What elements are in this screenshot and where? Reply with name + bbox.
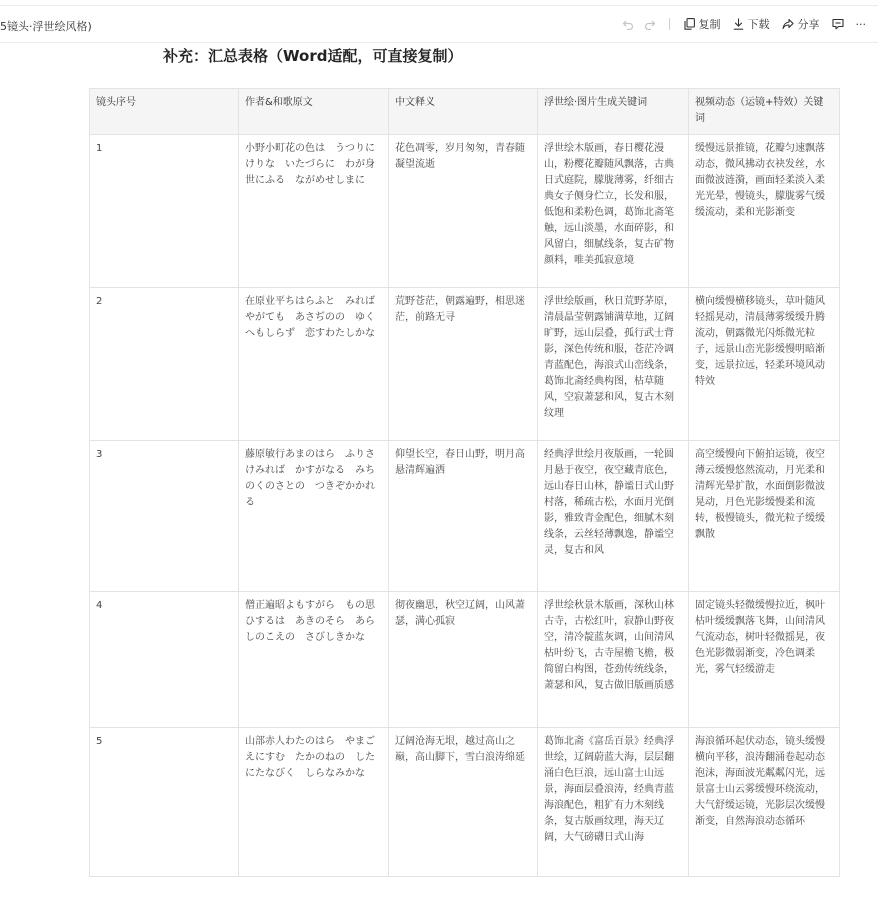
table-row: [90, 441, 840, 592]
share-button[interactable]: [782, 16, 820, 32]
comment-icon: [832, 18, 844, 30]
copy-label: 复制: [698, 18, 721, 31]
table-row: [90, 135, 840, 288]
undo-icon[interactable]: [617, 13, 639, 35]
cell-meaning: 彻夜幽思，秋空辽阔，山风萧瑟，满心孤寂: [389, 592, 538, 728]
section-heading: 补充：汇总表格（Word适配，可直接复制）: [163, 47, 463, 65]
document-title: 5镜头·浮世绘风格): [0, 20, 92, 33]
download-button[interactable]: [733, 16, 770, 32]
more-icon: ···: [855, 17, 866, 31]
cell-meaning: 辽阔沧海无垠，越过高山之巅，高山脚下，雪白浪涛绵延: [389, 728, 538, 877]
cell-image-keywords: 浮世绘秋景木版画，深秋山林古寺，古松红叶，寂静山野夜空，清冷靛蓝灰调，山间清风枯叶纷飞，古寺屋檐飞檐，极简留白构图，苍劲传统线条，萧瑟和风，复古做旧版画质感: [538, 592, 689, 728]
download-icon: [733, 18, 744, 30]
cell-shot-number: 3: [90, 441, 239, 592]
cell-meaning: 花色凋零，岁月匆匆，青春随凝望流逝: [389, 135, 538, 288]
cell-poem: 小野小町花の色は うつりにけりな いたづらに わが身世にふる ながめせしまに: [239, 135, 389, 288]
table-header-row: [90, 89, 840, 135]
cell-video-keywords: 海浪循环起伏动态，镜头缓慢横向平移，浪涛翻涌卷起动态泡沫，海面波光粼粼闪光，远景富士山云雾缓慢环绕流动，大气舒缓运镜，光影层次缓慢渐变，自然海浪动态循环: [689, 728, 840, 877]
redo-icon[interactable]: [639, 13, 661, 35]
comment-button[interactable]: [832, 18, 844, 30]
cell-poem: 山部赤人わたのはら やまごえにすむ たかのねの したにたなびく しらなみかな: [239, 728, 389, 877]
cell-poem: 在原业平ちはらふと みればやがても あさぢのの ゆくへもしらず 恋すわたしかな: [239, 288, 389, 441]
share-label: 分享: [797, 18, 820, 31]
cell-shot-number: 5: [90, 728, 239, 877]
more-button[interactable]: [856, 18, 867, 31]
cell-image-keywords: 葛饰北斋《富岳百景》经典浮世绘，辽阔蔚蓝大海，层层翻涌白色巨浪，远山富士山远景，海面层叠浪涛，经典青蓝海浪配色，粗犷有力木刻线条，复古版画纹理，海天辽阔，大气磅礴日式山海: [538, 728, 689, 877]
cell-shot-number: 4: [90, 592, 239, 728]
header-video-keywords: 视频动态（运镜+特效）关键词: [689, 89, 840, 135]
cell-video-keywords: 高空缓慢向下俯拍运镜，夜空薄云缓慢悠然流动，月光柔和清辉光晕扩散，水面倒影微波晃动，月色光影缓慢柔和流转，极慢镜头，微光粒子缓缓飘散: [689, 441, 840, 592]
cell-poem: 藤原敏行あまのはら ふりさけみれば かすがなる みちのくのさとの つきぞかかれる: [239, 441, 389, 592]
header-chinese-meaning: 中文释义: [389, 89, 538, 135]
cell-image-keywords: 浮世绘版画，秋日荒野茅原，清晨晶莹朝露铺满草地，辽阔旷野，远山层叠，孤行武士背影，深色传统和服，苍茫冷调青蓝配色，海浪式山峦线条，葛饰北斋经典构图，枯草随风，空寂萧瑟和风，复古木刻纹理: [538, 288, 689, 441]
toolbar-divider: [669, 18, 670, 30]
cell-shot-number: 2: [90, 288, 239, 441]
header-shot-number: 镜头序号: [90, 89, 239, 135]
download-label: 下载: [747, 18, 770, 31]
cell-poem: 僧正遍昭よもすがら もの思ひするは あきのそら あらしのこえの さびしきかな: [239, 592, 389, 728]
summary-table: [89, 88, 840, 877]
share-icon: [782, 18, 794, 30]
cell-meaning: 仰望长空，春日山野，明月高悬清辉遍洒: [389, 441, 538, 592]
copy-icon: [684, 18, 695, 30]
cell-video-keywords: 固定镜头轻微缓慢拉近，枫叶枯叶缓缓飘落飞舞，山间清风气流动态，树叶轻微摇晃，夜色光影微弱渐变，冷色调柔光，雾气轻缓游走: [689, 592, 840, 728]
table-row: [90, 728, 840, 877]
cell-shot-number: 1: [90, 135, 239, 288]
cell-meaning: 荒野苍茫，朝露遍野，相思迷茫，前路无寻: [389, 288, 538, 441]
table-row: [90, 288, 840, 441]
cell-video-keywords: 缓慢远景推镜，花瓣匀速飘落动态，微风拂动衣袂发丝，水面微波涟漪，画面轻柔淡入柔光光晕，慢镜头，朦胧雾气缓缓流动，柔和光影渐变: [689, 135, 840, 288]
top-toolbar-bar: [0, 5, 878, 43]
cell-video-keywords: 横向缓慢横移镜头，草叶随风轻摇晃动，清晨薄雾缓缓升腾流动，朝露微光闪烁微光粒子，远景山峦光影缓慢明暗渐变，远景拉远，轻柔环境风动特效: [689, 288, 840, 441]
header-author-poem: 作者&和歌原文: [239, 89, 389, 135]
header-image-keywords: 浮世绘·图片生成关键词: [538, 89, 689, 135]
cell-image-keywords: 浮世绘木版画，春日樱花漫山，粉樱花瓣随风飘落，古典日式庭院，朦胧薄雾，纤细古典女子侧身伫立，长发和服，低饱和柔粉色调，葛饰北斋笔触，远山淡墨，水面碎影，和风留白，细腻线条，复古矿物颜料，唯美孤寂意境: [538, 135, 689, 288]
cell-image-keywords: 经典浮世绘月夜版画，一轮圆月悬于夜空，夜空藏青底色，远山春日山林，静谧日式山野村落，稀疏古松，水面月光倒影，雅致青金配色，细腻木刻线条，云丝轻薄飘逸，静谧空灵，复古和风: [538, 441, 689, 592]
toolbar: [617, 12, 873, 36]
copy-button[interactable]: [684, 16, 721, 32]
table-row: [90, 592, 840, 728]
